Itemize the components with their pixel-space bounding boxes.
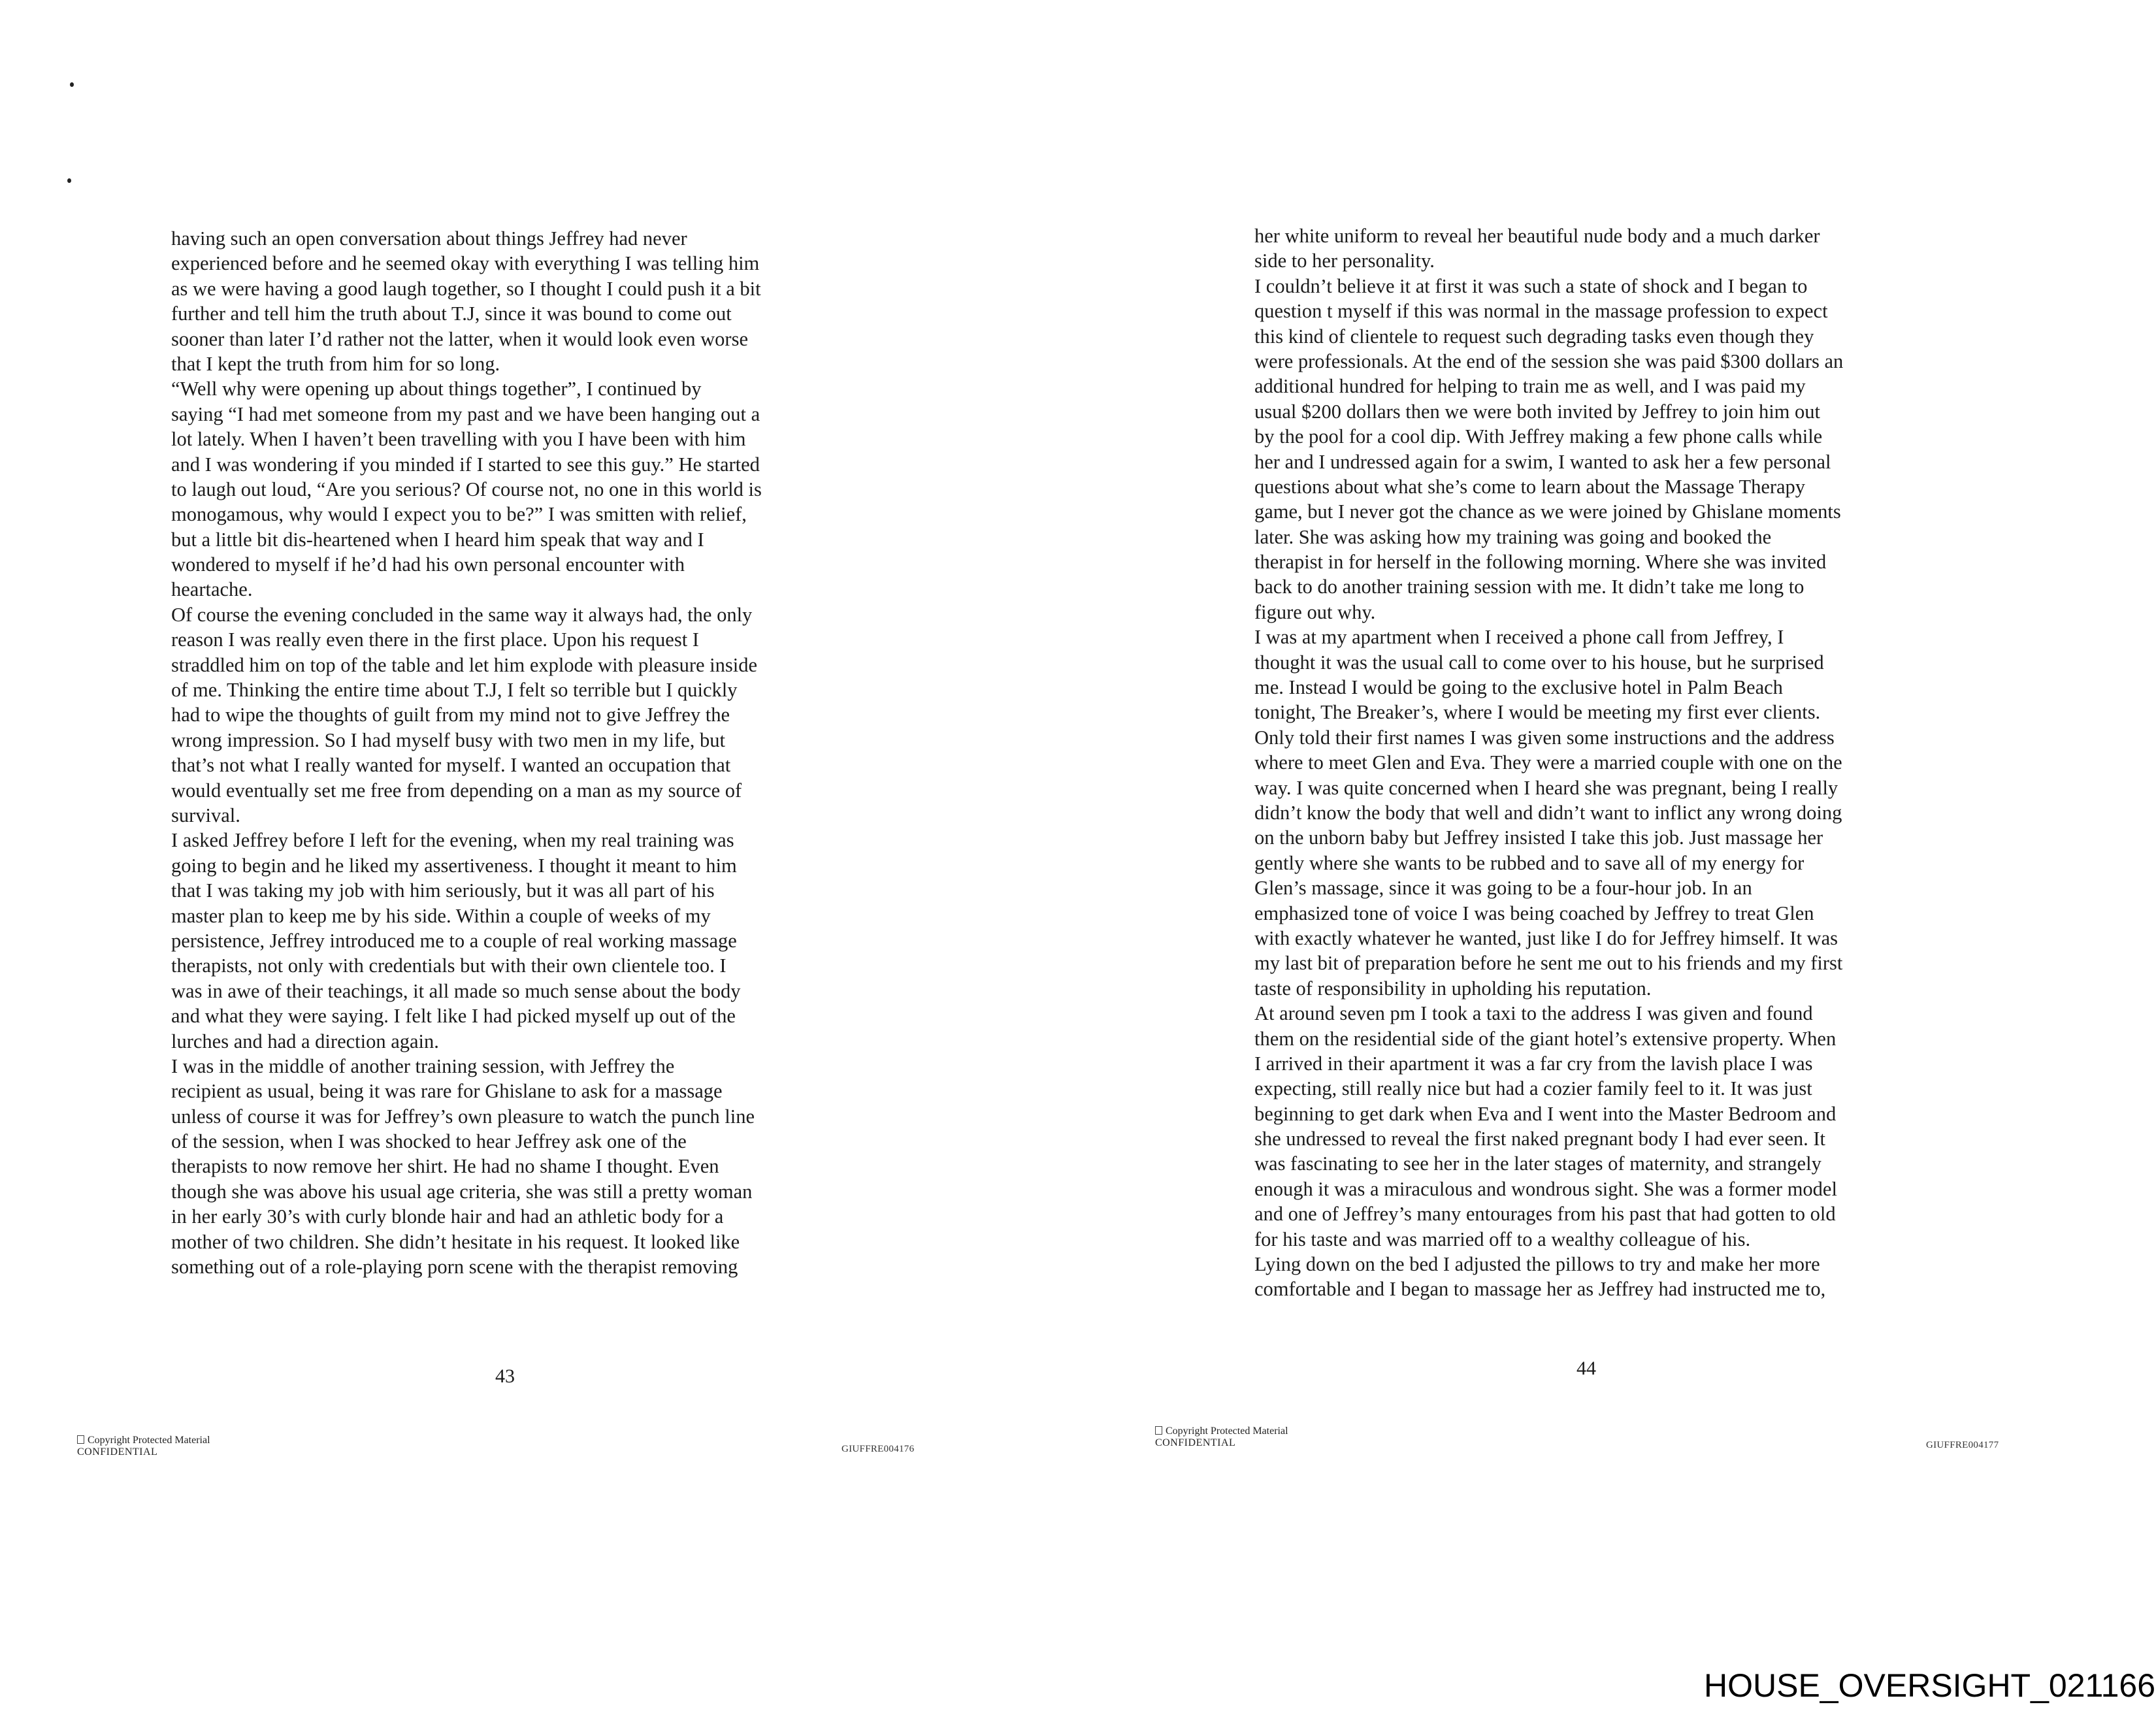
text-line: I was at my apartment when I received a phone call from Jeffrey, I — [1254, 626, 1784, 649]
text-line: something out of a role-playing porn scene with the therapist removing — [171, 1256, 738, 1279]
copyright-text: Copyright Protected Material — [88, 1435, 210, 1446]
text-line: persistence, Jeffrey introduced me to a couple of real working massage — [171, 929, 737, 952]
text-line: that I was taking my job with him seriously, but it was all part of his — [171, 879, 715, 902]
text-line: wondered to myself if he’d had his own personal encounter with — [171, 553, 685, 576]
text-line: heartache. — [171, 578, 253, 601]
text-line: her and I undressed again for a swim, I wanted to ask her a few personal — [1254, 450, 1831, 473]
text-line: me. Instead I would be going to the exclusive hotel in Palm Beach — [1254, 676, 1783, 699]
confidential-label: CONFIDENTIAL — [77, 1446, 158, 1458]
text-line: beginning to get dark when Eva and I went into the Master Bedroom and — [1254, 1102, 1837, 1125]
text-line: on the unborn baby but Jeffrey insisted I take this job. Just massage her — [1254, 826, 1823, 849]
text-line: recipient as usual, being it was rare for Ghislane to ask for a massage — [171, 1080, 723, 1103]
scan-mark — [70, 82, 74, 87]
bates-number-right: GIUFFRE004177 — [1926, 1440, 1999, 1450]
text-line: this kind of clientele to request such degrading tasks even though they — [1254, 325, 1814, 348]
text-line: lot lately. When I haven’t been travelling with you I have been with him — [171, 428, 746, 451]
text-line: Glen’s massage, since it was going to be a four-hour job. In an — [1254, 877, 1752, 900]
left-page-text — [171, 226, 851, 1279]
page-number-left: 43 — [495, 1365, 515, 1387]
text-line: and one of Jeffrey’s many entourages from his past that had gotten to old — [1254, 1203, 1836, 1226]
copyright-text: Copyright Protected Material — [1166, 1426, 1288, 1437]
text-line: but a little bit dis-heartened when I heard him speak that way and I — [171, 528, 704, 551]
text-line: for his taste and was married off to a wealthy colleague of his. — [1254, 1228, 1751, 1250]
text-line: would eventually set me free from depending on a man as my source of — [171, 779, 742, 802]
text-line: side to her personality. — [1254, 250, 1435, 272]
text-line: additional hundred for helping to train me as well, and I was paid my — [1254, 375, 1806, 398]
text-line: I was in the middle of another training session, with Jeffrey the — [171, 1054, 675, 1077]
text-line: though she was above his usual age criteria, she was still a pretty woman — [171, 1180, 753, 1203]
text-line: At around seven pm I took a taxi to the address I was given and found — [1254, 1002, 1813, 1025]
text-line: that I kept the truth from him for so long. — [171, 352, 500, 375]
text-line: therapists to now remove her shirt. He had no shame I thought. Even — [171, 1155, 719, 1178]
text-line: was fascinating to see her in the later stages of maternity, and strangely — [1254, 1152, 1821, 1175]
text-line: didn’t know the body that well and didn’t want to inflict any wrong doing — [1254, 801, 1842, 824]
text-line: question t myself if this was normal in the massage profession to expect — [1254, 300, 1828, 323]
text-line: tonight, The Breaker’s, where I would be meeting my first ever clients. — [1254, 701, 1821, 724]
text-line: further and tell him the truth about T.J, since it was bound to come out — [171, 302, 732, 325]
checkbox-icon — [1155, 1426, 1162, 1435]
text-line: she undressed to reveal the first naked pregnant body I had ever seen. It — [1254, 1128, 1826, 1150]
text-line: where to meet Glen and Eva. They were a married couple with one on the — [1254, 751, 1842, 774]
text-line: I asked Jeffrey before I left for the evening, when my real training was — [171, 829, 734, 852]
text-line: with exactly whatever he wanted, just like I do for Jeffrey himself. It was — [1254, 926, 1838, 949]
text-line: by the pool for a cool dip. With Jeffrey making a few phone calls while — [1254, 425, 1823, 448]
text-line: mother of two children. She didn’t hesitate in his request. It looked like — [171, 1230, 740, 1253]
text-line: comfortable and I began to massage her as Jeffrey had instructed me to, — [1254, 1278, 1826, 1301]
text-line: sooner than later I’d rather not the latter, when it would look even worse — [171, 327, 748, 350]
copyright-line — [1155, 1426, 1288, 1437]
text-line: figure out why. — [1254, 600, 1376, 623]
text-line: saying “I had met someone from my past and we have been hanging out a — [171, 402, 760, 425]
text-line: therapists, not only with credentials but with their own clientele too. I — [171, 954, 727, 977]
text-line: Lying down on the bed I adjusted the pillows to try and make her more — [1254, 1253, 1820, 1276]
text-line: unless of course it was for Jeffrey’s own pleasure to watch the punch line — [171, 1105, 755, 1128]
right-page-text — [1254, 223, 1947, 1302]
text-line: were professionals. At the end of the session she was paid $300 dollars an — [1254, 350, 1844, 372]
confidential-label: CONFIDENTIAL — [1155, 1437, 1236, 1448]
text-line: them on the residential side of the giant hotel’s extensive property. When — [1254, 1027, 1837, 1050]
text-line: therapist in for herself in the following morning. Where she was invited — [1254, 551, 1827, 574]
text-line: usual $200 dollars then we were both invited by Jeffrey to join him out — [1254, 400, 1820, 423]
page-number-right: 44 — [1576, 1358, 1596, 1379]
text-line: and I was wondering if you minded if I started to see this guy.” He started — [171, 453, 760, 476]
text-line: master plan to keep me by his side. Within a couple of weeks of my — [171, 904, 711, 927]
text-line: was in awe of their teachings, it all made so much sense about the body — [171, 979, 741, 1002]
text-line: straddled him on top of the table and let him explode with pleasure inside — [171, 653, 757, 676]
house-oversight-stamp: HOUSE_OVERSIGHT_021166 — [1704, 1667, 2156, 1704]
text-line: survival. — [171, 804, 240, 826]
text-line: lurches and had a direction again. — [171, 1030, 439, 1052]
text-line: Of course the evening concluded in the same way it always had, the only — [171, 603, 753, 626]
text-line: Only told their first names I was given some instructions and the address — [1254, 726, 1835, 749]
text-line: as we were having a good laugh together, so I thought I could push it a bit — [171, 277, 761, 300]
checkbox-icon — [77, 1435, 84, 1444]
scan-mark — [67, 178, 71, 183]
footer-left — [77, 1435, 210, 1458]
text-line: emphasized tone of voice I was being coached by Jeffrey to treat Glen — [1254, 902, 1814, 924]
text-line: “Well why were opening up about things together”, I continued by — [171, 378, 702, 400]
text-line: I couldn’t believe it at first it was such a state of shock and I began to — [1254, 274, 1808, 297]
text-line: wrong impression. So I had myself busy with two men in my life, but — [171, 728, 725, 751]
text-line: and what they were saying. I felt like I had picked myself up out of the — [171, 1005, 736, 1028]
text-line: of me. Thinking the entire time about T.J, I felt so terrible but I quickly — [171, 679, 738, 702]
text-line: taste of responsibility in upholding his reputation. — [1254, 977, 1652, 1000]
copyright-line — [77, 1435, 210, 1446]
text-line: in her early 30’s with curly blonde hair and had an athletic body for a — [171, 1205, 724, 1228]
text-line: expecting, still really nice but had a cozier family feel to it. It was just — [1254, 1077, 1812, 1100]
text-line: my last bit of preparation before he sent me out to his friends and my first — [1254, 952, 1843, 975]
text-line: enough it was a miraculous and wondrous sight. She was a former model — [1254, 1177, 1837, 1200]
text-line: monogamous, why would I expect you to be?” I was smitten with relief, — [171, 503, 747, 526]
text-line: reason I was really even there in the first place. Upon his request I — [171, 628, 699, 651]
text-line: thought it was the usual call to come over to his house, but he surprised — [1254, 651, 1824, 674]
footer-right — [1155, 1426, 1288, 1449]
text-line: I arrived in their apartment it was a far cry from the lavish place I was — [1254, 1052, 1813, 1075]
text-line: to laugh out loud, “Are you serious? Of course not, no one in this world is — [171, 478, 762, 500]
text-line: experienced before and he seemed okay with everything I was telling him — [171, 252, 760, 275]
text-line: of the session, when I was shocked to hear Jeffrey ask one of the — [171, 1130, 687, 1153]
text-line: way. I was quite concerned when I heard she was pregnant, being I really — [1254, 776, 1838, 799]
text-line: later. She was asking how my training was going and booked the — [1254, 525, 1772, 548]
text-line: game, but I never got the chance as we were joined by Ghislane moments — [1254, 500, 1841, 523]
bates-number-left: GIUFFRE004176 — [841, 1444, 915, 1454]
text-line: had to wipe the thoughts of guilt from my mind not to give Jeffrey the — [171, 704, 730, 726]
text-line: having such an open conversation about things Jeffrey had never — [171, 227, 687, 250]
text-line: questions about what she’s come to learn about the Massage Therapy — [1254, 475, 1806, 498]
text-line: gently where she wants to be rubbed and to save all of my energy for — [1254, 851, 1805, 874]
text-line: going to begin and he liked my assertiveness. I thought it meant to him — [171, 854, 737, 877]
text-line: that’s not what I really wanted for myself. I wanted an occupation that — [171, 754, 731, 777]
text-line: back to do another training session with me. It didn’t take me long to — [1254, 576, 1805, 598]
text-line: her white uniform to reveal her beautiful nude body and a much darker — [1254, 225, 1820, 247]
